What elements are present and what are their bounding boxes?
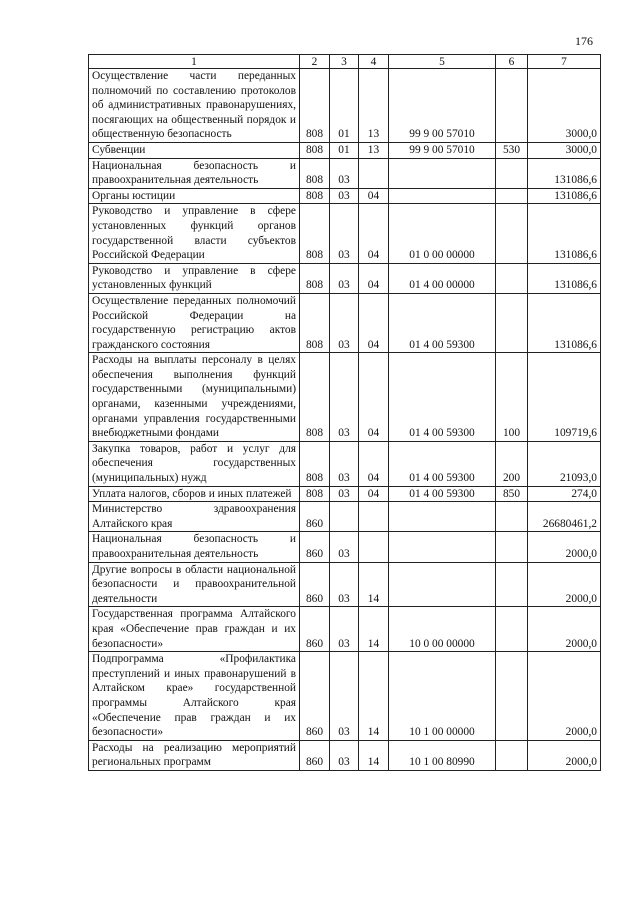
cell-name: Закупка товаров, работ и услуг для обеспечения государственных (муниципальных) нужд [89, 441, 300, 486]
cell-target-code: 01 4 00 59300 [389, 353, 496, 442]
cell-name: Органы юстиции [89, 188, 300, 204]
cell-subsection-code: 14 [359, 562, 389, 607]
cell-target-code [389, 188, 496, 204]
cell-name: Расходы на выплаты персоналу в целях обеспечения выполнения функций государственными (муниципальными) органами, казенными учреждениями, органами управления государственными внебюджетными фондами [89, 353, 300, 442]
page-number: 176 [575, 34, 593, 48]
cell-subsection-code [359, 502, 389, 532]
cell-section-code: 03 [330, 562, 359, 607]
cell-name: Осуществление переданных полномочий Российской Федерации на государственную регистрацию актов гражданского состояния [89, 293, 300, 352]
cell-section-code: 03 [330, 740, 359, 770]
cell-subsection-code: 13 [359, 142, 389, 158]
cell-name: Подпрограмма «Профилактика преступлений и иных правонарушений в Алтайском крае» государственной программы Алтайского края «Обеспечение прав граждан и их безопасности» [89, 652, 300, 741]
cell-expense-type [496, 158, 528, 188]
cell-ministry-code: 808 [300, 204, 330, 263]
cell-ministry-code: 808 [300, 142, 330, 158]
cell-ministry-code: 860 [300, 740, 330, 770]
cell-amount: 274,0 [528, 486, 601, 502]
cell-name: Национальная безопасность и правоохранительная деятельность [89, 158, 300, 188]
cell-section-code [330, 502, 359, 532]
cell-target-code: 01 4 00 00000 [389, 263, 496, 293]
cell-ministry-code: 808 [300, 441, 330, 486]
cell-amount: 2000,0 [528, 607, 601, 652]
cell-expense-type: 200 [496, 441, 528, 486]
table-row [89, 486, 601, 502]
cell-name: Субвенции [89, 142, 300, 158]
cell-ministry-code: 860 [300, 562, 330, 607]
cell-amount: 2000,0 [528, 562, 601, 607]
table-row [89, 740, 601, 770]
cell-section-code: 03 [330, 204, 359, 263]
cell-amount: 21093,0 [528, 441, 601, 486]
cell-target-code: 99 9 00 57010 [389, 69, 496, 143]
cell-subsection-code: 04 [359, 263, 389, 293]
cell-subsection-code: 04 [359, 188, 389, 204]
cell-subsection-code: 04 [359, 486, 389, 502]
cell-section-code: 03 [330, 293, 359, 352]
cell-expense-type: 530 [496, 142, 528, 158]
table-body [89, 55, 601, 771]
header-col-subsection: 4 [359, 55, 389, 69]
cell-amount: 131086,6 [528, 158, 601, 188]
cell-ministry-code: 808 [300, 69, 330, 143]
table-row [89, 204, 601, 263]
cell-target-code [389, 562, 496, 607]
cell-section-code: 03 [330, 652, 359, 741]
table-header-row [89, 55, 601, 69]
cell-amount: 3000,0 [528, 142, 601, 158]
table-row [89, 69, 601, 143]
header-col-target: 5 [389, 55, 496, 69]
cell-section-code: 03 [330, 188, 359, 204]
cell-subsection-code: 13 [359, 69, 389, 143]
cell-target-code: 01 4 00 59300 [389, 486, 496, 502]
cell-section-code: 03 [330, 263, 359, 293]
cell-expense-type [496, 740, 528, 770]
cell-target-code [389, 158, 496, 188]
table-row [89, 652, 601, 741]
header-col-amount: 7 [528, 55, 601, 69]
cell-expense-type [496, 562, 528, 607]
cell-amount: 131086,6 [528, 188, 601, 204]
header-col-name: 1 [89, 55, 300, 69]
cell-target-code: 10 1 00 80990 [389, 740, 496, 770]
cell-ministry-code: 808 [300, 353, 330, 442]
cell-ministry-code: 808 [300, 263, 330, 293]
budget-table [88, 54, 601, 771]
cell-subsection-code: 14 [359, 607, 389, 652]
cell-name: Осуществление части переданных полномочий по составлению протоколов об административных правонарушениях, посягающих на общественный порядок и общественную безопасность [89, 69, 300, 143]
cell-name: Уплата налогов, сборов и иных платежей [89, 486, 300, 502]
table-row [89, 158, 601, 188]
cell-ministry-code: 860 [300, 652, 330, 741]
cell-ministry-code: 860 [300, 607, 330, 652]
cell-ministry-code: 808 [300, 158, 330, 188]
cell-target-code [389, 502, 496, 532]
cell-target-code: 01 0 00 00000 [389, 204, 496, 263]
table-row [89, 293, 601, 352]
table-row [89, 353, 601, 442]
cell-target-code: 01 4 00 59300 [389, 293, 496, 352]
cell-amount: 26680461,2 [528, 502, 601, 532]
cell-amount: 2000,0 [528, 740, 601, 770]
table-row [89, 502, 601, 532]
cell-amount: 2000,0 [528, 652, 601, 741]
cell-ministry-code: 808 [300, 188, 330, 204]
cell-amount: 109719,6 [528, 353, 601, 442]
cell-target-code: 01 4 00 59300 [389, 441, 496, 486]
cell-expense-type [496, 204, 528, 263]
cell-expense-type [496, 532, 528, 562]
cell-ministry-code: 808 [300, 486, 330, 502]
cell-expense-type [496, 263, 528, 293]
table-row [89, 441, 601, 486]
cell-subsection-code: 04 [359, 293, 389, 352]
cell-section-code: 01 [330, 69, 359, 143]
cell-name: Расходы на реализацию мероприятий региональных программ [89, 740, 300, 770]
cell-expense-type [496, 188, 528, 204]
cell-section-code: 03 [330, 353, 359, 442]
cell-section-code: 03 [330, 607, 359, 652]
cell-name: Национальная безопасность и правоохранительная деятельность [89, 532, 300, 562]
cell-ministry-code: 860 [300, 532, 330, 562]
cell-subsection-code: 04 [359, 441, 389, 486]
header-col-ministry: 2 [300, 55, 330, 69]
cell-ministry-code: 860 [300, 502, 330, 532]
cell-subsection-code: 14 [359, 740, 389, 770]
cell-expense-type [496, 607, 528, 652]
table-row [89, 562, 601, 607]
cell-expense-type [496, 69, 528, 143]
cell-amount: 131086,6 [528, 293, 601, 352]
table-row [89, 607, 601, 652]
header-col-type: 6 [496, 55, 528, 69]
cell-section-code: 03 [330, 158, 359, 188]
cell-section-code: 03 [330, 441, 359, 486]
cell-subsection-code [359, 532, 389, 562]
cell-amount: 3000,0 [528, 69, 601, 143]
cell-subsection-code: 04 [359, 353, 389, 442]
cell-expense-type [496, 293, 528, 352]
cell-target-code: 99 9 00 57010 [389, 142, 496, 158]
cell-subsection-code [359, 158, 389, 188]
cell-target-code [389, 532, 496, 562]
cell-amount: 131086,6 [528, 204, 601, 263]
table-row [89, 532, 601, 562]
header-col-section: 3 [330, 55, 359, 69]
cell-expense-type: 100 [496, 353, 528, 442]
cell-subsection-code: 04 [359, 204, 389, 263]
cell-target-code: 10 1 00 00000 [389, 652, 496, 741]
cell-name: Руководство и управление в сфере установленных функций [89, 263, 300, 293]
cell-target-code: 10 0 00 00000 [389, 607, 496, 652]
table-row [89, 263, 601, 293]
cell-name: Руководство и управление в сфере установленных функций органов государственной власти субъектов Российской Федерации [89, 204, 300, 263]
cell-ministry-code: 808 [300, 293, 330, 352]
cell-subsection-code: 14 [359, 652, 389, 741]
cell-name: Другие вопросы в области национальной безопасности и правоохранительной деятельности [89, 562, 300, 607]
cell-section-code: 03 [330, 486, 359, 502]
cell-name: Государственная программа Алтайского края «Обеспечение прав граждан и их безопасности» [89, 607, 300, 652]
cell-amount: 2000,0 [528, 532, 601, 562]
cell-expense-type: 850 [496, 486, 528, 502]
table-row [89, 188, 601, 204]
cell-expense-type [496, 652, 528, 741]
cell-section-code: 03 [330, 532, 359, 562]
cell-expense-type [496, 502, 528, 532]
cell-amount: 131086,6 [528, 263, 601, 293]
cell-section-code: 01 [330, 142, 359, 158]
cell-name: Министерство здравоохранения Алтайского края [89, 502, 300, 532]
table-row [89, 142, 601, 158]
